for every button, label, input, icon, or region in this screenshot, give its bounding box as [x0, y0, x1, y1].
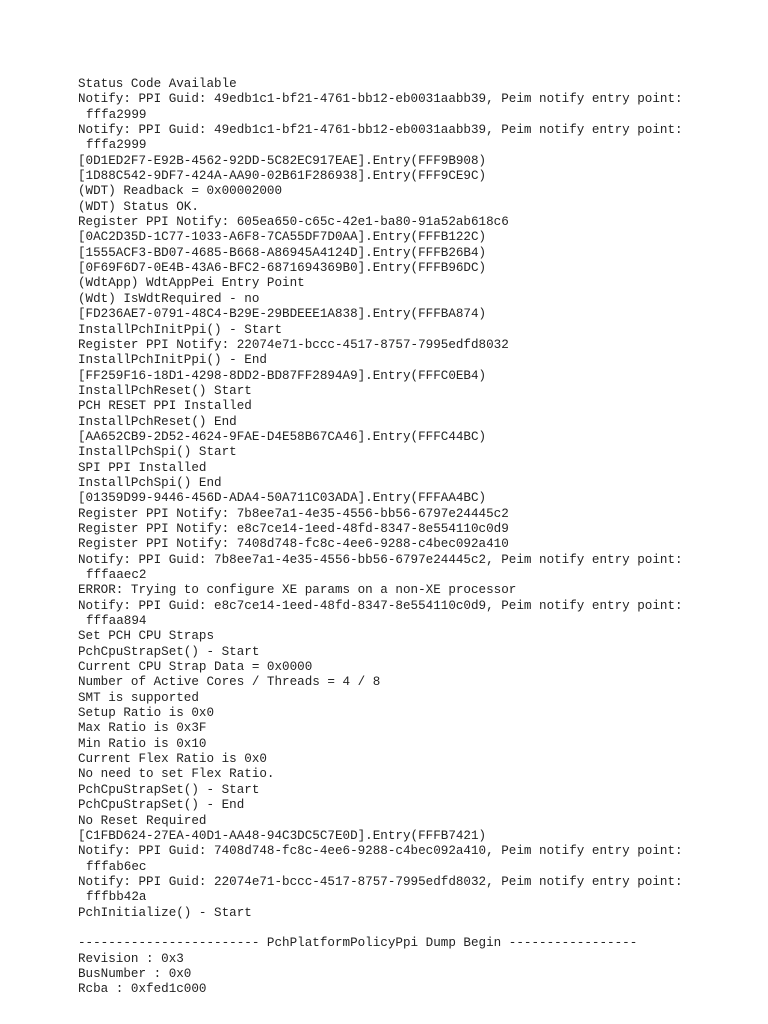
log-line: Revision : 0x3: [78, 951, 184, 966]
log-line: InstallPchSpi() End: [78, 475, 222, 490]
log-line: (WDT) Readback = 0x00002000: [78, 184, 283, 199]
log-line: Max Ratio is 0x3F: [78, 721, 207, 736]
log-line: fffa2999: [86, 107, 147, 122]
log-line: Register PPI Notify: 605ea650-c65c-42e1-ba80-91a52ab618c6: [78, 215, 509, 230]
log-line: Notify: PPI Guid: 7408d748-fc8c-4ee6-9288-c4bec092a410, Peim notify entry point:: [78, 844, 683, 859]
log-line: [FF259F16-18D1-4298-8DD2-BD87FF2894A9].Entry(FFFC0EB4): [78, 368, 487, 383]
log-line: Register PPI Notify: 7b8ee7a1-4e35-4556-bb56-6797e24445c2: [78, 506, 509, 521]
log-line: PchCpuStrapSet() - Start: [78, 782, 260, 797]
log-line: PchCpuStrapSet() - Start: [78, 644, 260, 659]
log-line: Current CPU Strap Data = 0x0000: [78, 660, 313, 675]
log-line: Notify: PPI Guid: e8c7ce14-1eed-48fd-8347-8e554110c0d9, Peim notify entry point:: [78, 598, 683, 613]
log-line: [0F69F6D7-0E4B-43A6-BFC2-6871694369B0].Entry(FFFB96DC): [78, 261, 487, 276]
log-line: fffa2999: [86, 138, 147, 153]
log-line: Register PPI Notify: e8c7ce14-1eed-48fd-8347-8e554110c0d9: [78, 521, 509, 536]
log-line: (WDT) Status OK.: [78, 199, 199, 214]
log-line: Current Flex Ratio is 0x0: [78, 752, 267, 767]
log-line: Setup Ratio is 0x0: [78, 706, 215, 721]
log-line: InstallPchReset() Start: [78, 383, 252, 398]
log-line: [1D88C542-9DF7-424A-AA90-02B61F286938].Entry(FFF9CE9C): [78, 169, 487, 184]
log-line: InstallPchSpi() Start: [78, 445, 237, 460]
log-line: BusNumber : 0x0: [78, 966, 192, 981]
log-line: [AA652CB9-2D52-4624-9FAE-D4E58B67CA46].Entry(FFFC44BC): [78, 429, 487, 444]
log-line: Register PPI Notify: 7408d748-fc8c-4ee6-9288-c4bec092a410: [78, 537, 509, 552]
log-line: Notify: PPI Guid: 49edb1c1-bf21-4761-bb12-eb0031aabb39, Peim notify entry point:: [78, 92, 683, 107]
log-line: fffab6ec: [86, 859, 147, 874]
log-line: (Wdt) IsWdtRequired - no: [78, 291, 260, 306]
log-line: PchInitialize() - Start: [78, 905, 252, 920]
log-line: Status Code Available: [78, 77, 237, 91]
log-line: Min Ratio is 0x10: [78, 736, 207, 751]
log-line: Register PPI Notify: 22074e71-bccc-4517-8757-7995edfd8032: [78, 337, 509, 352]
log-line: SMT is supported: [78, 690, 199, 705]
log-line: [01359D99-9446-456D-ADA4-50A711C03ADA].Entry(FFFAA4BC): [78, 491, 487, 506]
log-line: Rcba : 0xfed1c000: [78, 982, 207, 997]
log-line: No Reset Required: [78, 813, 207, 828]
log-line: SPI PPI Installed: [78, 460, 207, 475]
log-line: ERROR: Trying to configure XE params on a non-XE processor: [78, 583, 517, 598]
log-line: Notify: PPI Guid: 7b8ee7a1-4e35-4556-bb56-6797e24445c2, Peim notify entry point:: [78, 552, 683, 567]
log-line: [C1FBD624-27EA-40D1-AA48-94C3DC5C7E0D].Entry(FFFB7421): [78, 828, 487, 843]
log-line: fffbb42a: [86, 890, 147, 905]
log-line: PchCpuStrapSet() - End: [78, 798, 245, 813]
log-line: Number of Active Cores / Threads = 4 / 8: [78, 675, 381, 690]
log-line: [78, 921, 748, 936]
log-line: InstallPchReset() End: [78, 414, 237, 429]
log-line: ------------------------ PchPlatformPolicyPpi Dump Begin -----------------: [78, 936, 638, 951]
log-line: [0D1ED2F7-E92B-4562-92DD-5C82EC917EAE].Entry(FFF9B908): [78, 153, 487, 168]
log-line: Notify: PPI Guid: 22074e71-bccc-4517-8757-7995edfd8032, Peim notify entry point:: [78, 874, 683, 889]
log-line: [1555ACF3-BD07-4685-B668-A86945A4124D].Entry(FFFB26B4): [78, 245, 487, 260]
log-line: [0AC2D35D-1C77-1033-A6F8-7CA55DF7D0AA].Entry(FFFB122C): [78, 230, 487, 245]
log-line: InstallPchInitPpi() - End: [78, 353, 267, 368]
log-document: [78, 77, 748, 998]
log-line: fffaaec2: [86, 568, 147, 582]
log-line: fffaa894: [86, 614, 147, 629]
log-line: PCH RESET PPI Installed: [78, 399, 252, 414]
log-line: (WdtApp) WdtAppPei Entry Point: [78, 276, 305, 291]
log-line: InstallPchInitPpi() - Start: [78, 322, 283, 337]
log-line: Notify: PPI Guid: 49edb1c1-bf21-4761-bb12-eb0031aabb39, Peim notify entry point:: [78, 123, 683, 138]
log-line: No need to set Flex Ratio.: [78, 767, 275, 782]
log-line: Set PCH CPU Straps: [78, 629, 215, 644]
log-line: [FD236AE7-0791-48C4-B29E-29BDEEE1A838].Entry(FFFBA874): [78, 307, 487, 322]
